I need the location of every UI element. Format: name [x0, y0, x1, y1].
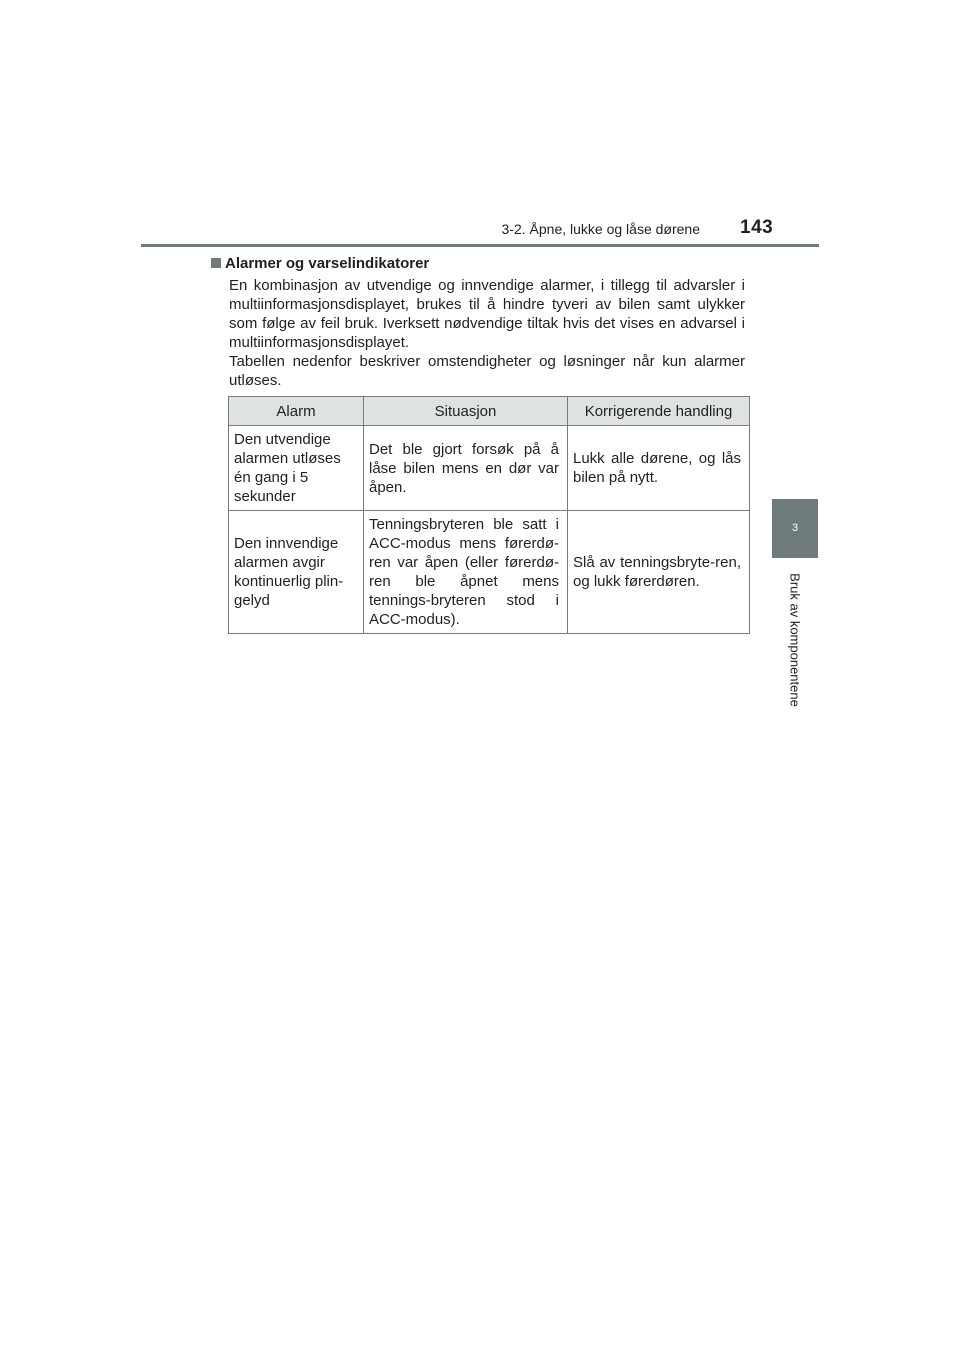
table-row [229, 426, 750, 511]
table-cell: Lukk alle dørene, og lås bilen på nytt. [568, 426, 750, 511]
section-title [211, 255, 429, 272]
table-cell: Den utvendige alarmen utløses én gang i 5 sekunder [229, 426, 364, 511]
chapter-label: Bruk av komponentene [787, 573, 803, 707]
header-rule [141, 244, 819, 247]
column-header: Alarm [229, 397, 364, 426]
alarm-table [228, 396, 750, 634]
table-row [229, 511, 750, 634]
table-cell: Den innvendige alarmen avgir kontinuerlig plin-gelyd [229, 511, 364, 634]
page-number: 143 [740, 217, 774, 238]
column-header: Korrigerende handling [568, 397, 750, 426]
running-header-section: 3-2. Åpne, lukke og låse dørene [501, 221, 700, 237]
paragraph: Tabellen nedenfor beskriver omstendigheter og løsninger når kun alarmer utløses. [229, 353, 745, 389]
section-title-text: Alarmer og varselindikatorer [225, 255, 430, 272]
column-header: Situasjon [364, 397, 568, 426]
table-cell: Tenningsbryteren ble satt i ACC-modus mens førerdø-ren var åpen (eller førerdø-ren ble åpnet mens tennings-bryteren stod i ACC-modus). [364, 511, 568, 634]
paragraph: En kombinasjon av utvendige og innvendige alarmer, i tillegg til advarsler i multiinformasjonsdisplayet, brukes til å hindre tyveri av bilen samt ulykker som følge av feil bruk. Iverksett nødvendige tiltak hvis det vises en advarsel i multiinformasjonsdisplayet. [229, 277, 745, 351]
chapter-tab: 3 [772, 499, 818, 558]
table-cell: Det ble gjort forsøk på å låse bilen mens en dør var åpen. [364, 426, 568, 511]
table-header-row [229, 397, 750, 426]
table-cell: Slå av tenningsbryte-ren, og lukk førerdøren. [568, 511, 750, 634]
square-bullet-icon [211, 258, 221, 268]
